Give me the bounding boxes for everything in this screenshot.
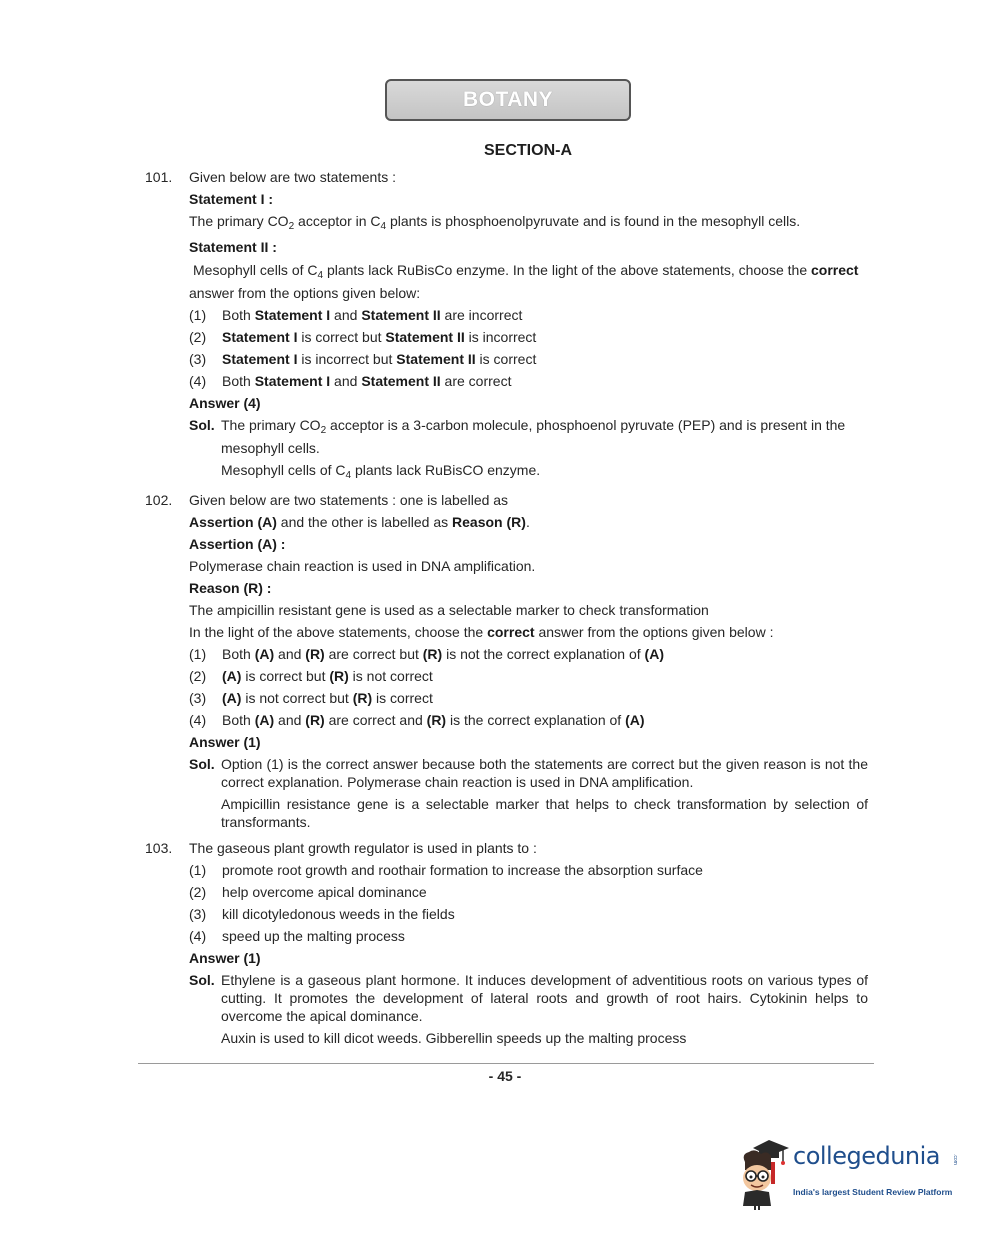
option-1: (1) Both Statement I and Statement II are incorrect (189, 307, 523, 323)
page-number: - 45 - (488, 1068, 522, 1084)
reason-label: Reason (R) : (189, 580, 272, 596)
answer: Answer (1) (189, 734, 261, 750)
statement-1-label: Statement I : (189, 191, 274, 207)
option-2: (2) Statement I is correct but Statement II is incorrect (189, 329, 537, 345)
option-4: (4) Both Statement I and Statement II are correct (189, 373, 512, 389)
question-number: 103. (145, 840, 173, 856)
solution-label: Sol. (189, 972, 215, 988)
option-1: (1) promote root growth and roothair formation to increase the absorption surface (189, 862, 703, 878)
solution-line-1-continued: mesophyll cells. (221, 440, 320, 456)
section-title: SECTION-A (484, 142, 572, 159)
statement-1-text: The primary $CO_2$ acceptor in $C_4$ plants is phosphoenolpyruvate and is found in the mesophyll cells. (189, 213, 801, 232)
solution-paragraph-2: Ampicillin resistance gene is a selectable marker that helps to check transformation by selection of transformants. (221, 796, 868, 830)
solution-paragraph-2: Auxin is used to kill dicot weeds. Gibberellin speeds up the malting process (221, 1030, 687, 1046)
question-intro: Given below are two statements : one is labelled as (189, 492, 509, 508)
assertion-text: Polymerase chain reaction is used in DNA amplification. (189, 558, 536, 574)
subject-banner (385, 79, 631, 121)
assertion-label: Assertion (A) : (189, 536, 286, 552)
choose-instruction: In the light of the above statements, choose the correct answer from the options given below : (189, 624, 774, 640)
question-intro: The gaseous plant growth regulator is used in plants to : (189, 840, 537, 856)
question-intro-continued: Assertion (A) and the other is labelled as Reason (R). (189, 514, 530, 530)
solution-paragraph-1: Option (1) is the correct answer because both the statements are correct but the given reason is not the correct explanation. Polymerase chain reaction is used in DNA amplification. (221, 756, 868, 790)
question-intro: Given below are two statements : (189, 169, 396, 185)
solution-line-1: The primary $CO_2$ acceptor is a 3-carbon molecule, phosphoenol pyruvate (PEP) and is present in the (221, 417, 846, 436)
logo-wordmark: collegedunia (793, 1142, 941, 1170)
reason-text: The ampicillin resistant gene is used as a selectable marker to check transformation (189, 602, 709, 618)
question-number: 102. (145, 492, 173, 508)
logo-tagline: India's largest Student Review Platform (793, 1187, 953, 1197)
option-2: (2) help overcome apical dominance (189, 884, 427, 900)
statement-2-label: Statement II : (189, 239, 277, 255)
statement-2-text: Mesophyll cells of $C_4$ plants lack RuBisCo enzyme. In the light of the above statements, choose the correct (193, 262, 859, 281)
mascot-icon (735, 1140, 793, 1210)
footer-divider (138, 1063, 874, 1064)
solution-paragraph-1: Ethylene is a gaseous plant hormone. It induces development of adventitious roots on various types of cutting. It promotes the development of lateral roots and growth of root hairs. Cytokinin helps to overcome the apical dominance. (221, 972, 868, 1024)
option-3: (3) (A) is not correct but (R) is correct (189, 690, 433, 706)
option-1: (1) Both (A) and (R) are correct but (R) is not the correct explanation of (A) (189, 646, 664, 662)
solution-label: Sol. (189, 756, 215, 772)
option-3: (3) kill dicotyledonous weeds in the fields (189, 906, 455, 922)
option-3: (3) Statement I is incorrect but Statement II is correct (189, 351, 537, 367)
option-2: (2) (A) is correct but (R) is not correct (189, 668, 433, 684)
subject-title: BOTANY (462, 88, 554, 111)
solution-line-2: Mesophyll cells of $C_4$ plants lack RuBisCO enzyme. (221, 462, 541, 481)
statement-2-continued: answer from the options given below: (189, 285, 421, 301)
option-4: (4) speed up the malting process (189, 928, 405, 944)
collegedunia-logo[interactable] (735, 1140, 960, 1210)
answer: Answer (1) (189, 950, 261, 966)
logo-com: .com (952, 1154, 958, 1165)
solution-label: Sol. (189, 417, 215, 433)
question-number: 101. (145, 169, 173, 185)
option-4: (4) Both (A) and (R) are correct and (R) is the correct explanation of (A) (189, 712, 645, 728)
answer: Answer (4) (189, 395, 261, 411)
